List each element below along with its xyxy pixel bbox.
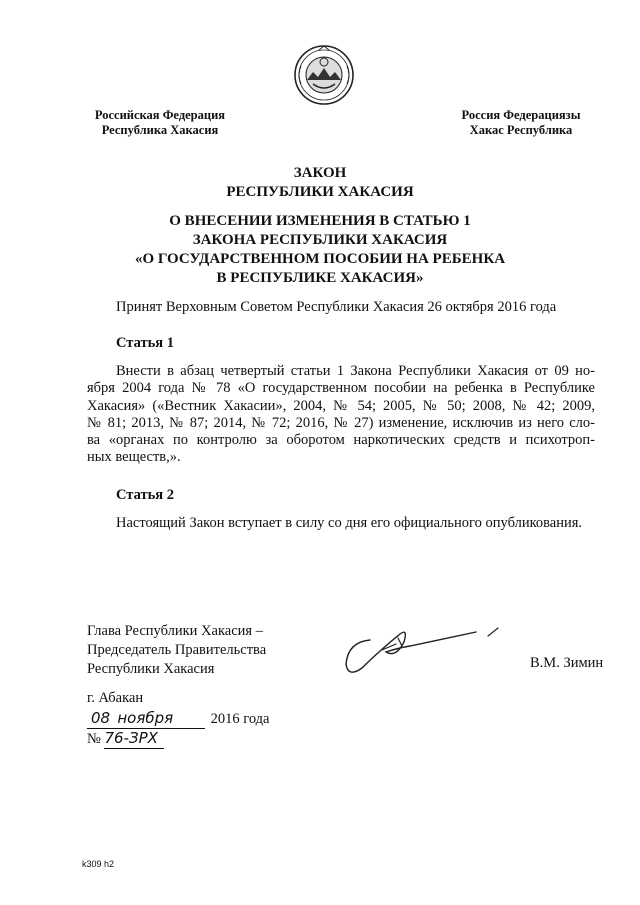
date-day: 08	[91, 709, 111, 727]
header-left	[80, 108, 240, 138]
header-left-line1: Российская Федерация	[94, 108, 226, 122]
article1-heading: Статья 1	[116, 335, 174, 351]
signing-date	[87, 709, 269, 729]
date-handwritten	[87, 709, 205, 729]
title-law: ЗАКОН	[293, 165, 347, 181]
number-value: 76-ЗРХ	[104, 729, 158, 747]
adoption-note: Принят Верховным Советом Республики Хакасия 26 октября 2016 года	[116, 299, 557, 315]
header-left-line2: Республика Хакасия	[101, 123, 219, 137]
signatory-line3: Республики Хакасия	[87, 661, 215, 677]
title-subject-line1: О ВНЕСЕНИИ ИЗМЕНЕНИЯ В СТАТЬЮ 1	[169, 213, 471, 229]
signatory-line1: Глава Республики Хакасия –	[87, 623, 263, 639]
republic-emblem-icon	[293, 44, 355, 106]
number-handwritten-field	[104, 729, 164, 749]
handwritten-signature	[338, 622, 508, 684]
number-sign: №	[87, 731, 101, 747]
article1-line: ва «органах по контролю за оборотом наркотических средств и психотроп-	[87, 432, 595, 449]
title-republic: РЕСПУБЛИКИ ХАКАСИЯ	[226, 184, 414, 200]
date-year: 2016 года	[210, 711, 270, 727]
title-subject-line2: ЗАКОНА РЕСПУБЛИКИ ХАКАСИЯ	[192, 232, 448, 248]
document-code: k309 h2	[82, 859, 115, 869]
header-right-line2: Хакас Республика	[469, 123, 573, 137]
city: г. Абакан	[87, 690, 144, 706]
article1-line: ября 2004 года № 78 «О государственном пособии на ребенка в Республике	[87, 380, 595, 397]
signatory-name: В.М. Зимин	[530, 655, 604, 671]
header-right-line1: Россия Федерациязы	[461, 108, 581, 122]
article1-line: № 81; 2013, № 87; 2014, № 72; 2016, № 27) изменение, исключив из него сло-	[87, 414, 595, 431]
title-subject-line3: «О ГОСУДАРСТВЕННОМ ПОСОБИИ НА РЕБЕНКА	[134, 251, 506, 267]
date-month: ноября	[117, 709, 174, 727]
article1-line: Хакасия» («Вестник Хакасии», 2004, № 54; 2005, № 50; 2008, № 42; 2009,	[87, 397, 595, 414]
article1-line: ных веществ,».	[87, 449, 181, 466]
signatory-line2: Председатель Правительства	[87, 642, 267, 658]
article1-text	[87, 363, 595, 467]
article2-text: Настоящий Закон вступает в силу со дня его официального опубликования.	[116, 515, 583, 531]
article1-line: Внести в абзац четвертый статьи 1 Закона Республики Хакасия от 09 но-	[116, 363, 595, 379]
title-subject-line4: В РЕСПУБЛИКЕ ХАКАСИЯ»	[216, 270, 424, 286]
article2-heading: Статья 2	[116, 487, 174, 503]
header-right	[446, 108, 596, 138]
law-number	[87, 729, 164, 749]
signatory-title	[87, 622, 266, 679]
